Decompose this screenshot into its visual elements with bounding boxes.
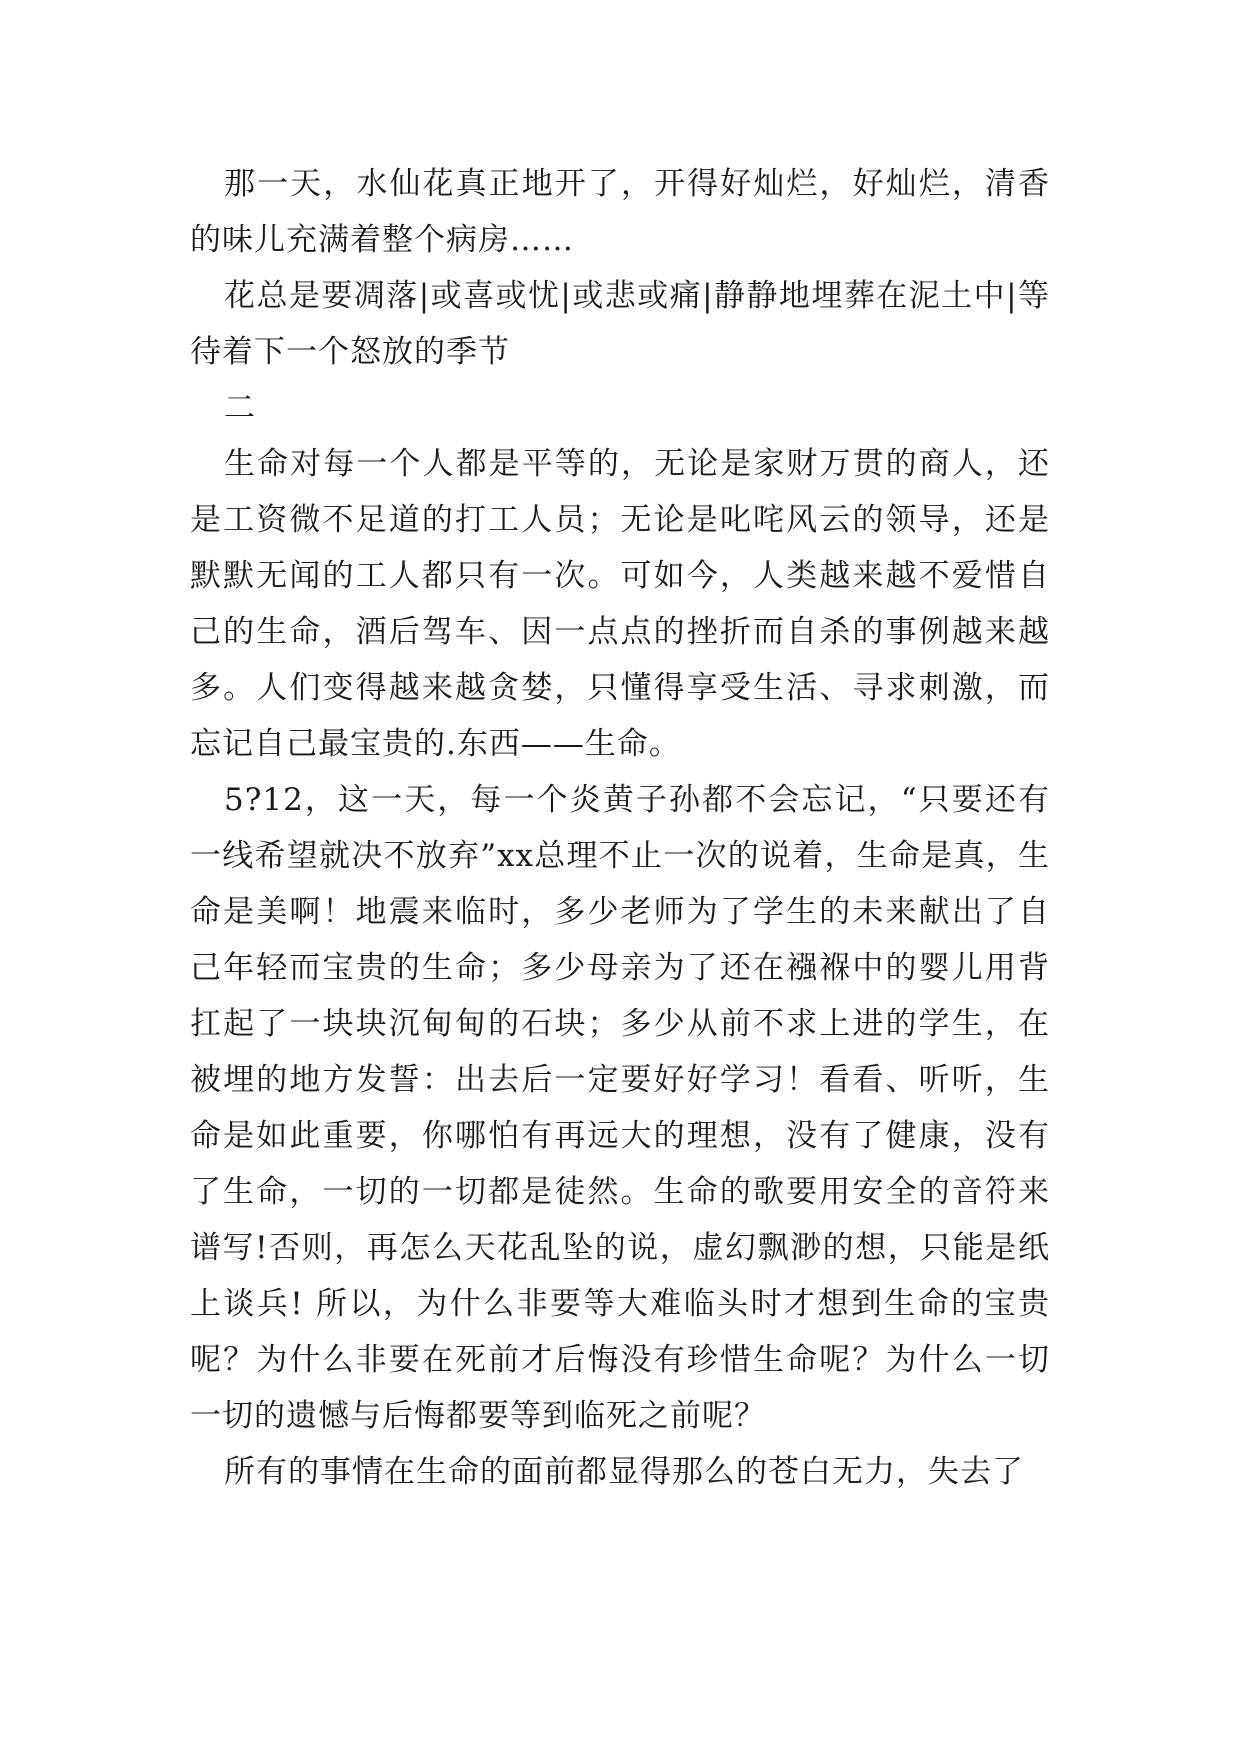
paragraph-flower-poem: 花总是要凋落|或喜或忧|或悲或痛|静静地埋葬在泥土中|等待着下一个怒放的季节 — [190, 278, 1050, 370]
section-number: 二 — [224, 390, 256, 426]
paragraph-earthquake: 5?12，这一天，每一个炎黄子孙都不会忘记，“只要还有一线希望就决不放弃”xx总理不止一次的说着，生命是真，生命是美啊！地震来临时，多少老师为了学生的未来献出了自己年轻而宝贵的生命；多少母亲为了还在襁褓中的婴儿用背扛起了一块块沉甸甸的石块；多少从前不求上进的学生，在被埋的地方发誓：出去后一定要好好学习！看看、听听，生命是如此重要，你哪怕有再远大的理想，没有了健康，没有了生命，一切的一切都是徒然。生命的歌要用安全的音符来谱写!否则，再怎么天花乱坠的说，虚幻飘渺的想，只能是纸上谈兵! 所以，为什么非要等大难临头时才想到生命的宝贵呢？为什么非要在死前才后悔没有珍惜生命呢？为什么一切一切的遗憾与后悔都要等到临死之前呢？ — [190, 782, 1050, 1434]
paragraph-closing: 所有的事情在生命的面前都显得那么的苍白无力，失去了 — [224, 1454, 1024, 1490]
paragraph-narcissus: 那一天，水仙花真正地开了，开得好灿烂，好灿烂，清香的味儿充满着整个病房…… — [190, 166, 1050, 258]
paragraph-life-equal: 生命对每一个人都是平等的，无论是家财万贯的商人，还是工资微不足道的打工人员；无论是叱咤风云的领导，还是默默无闻的工人都只有一次。可如今，人类越来越不爱惜自己的生命，酒后驾车、因一点点的挫折而自杀的事例越来越多。人们变得越来越贪婪，只懂得享受生活、寻求刺激，而忘记自己最宝贵的.东西——生命。 — [190, 446, 1050, 762]
document-body — [190, 156, 1050, 1500]
